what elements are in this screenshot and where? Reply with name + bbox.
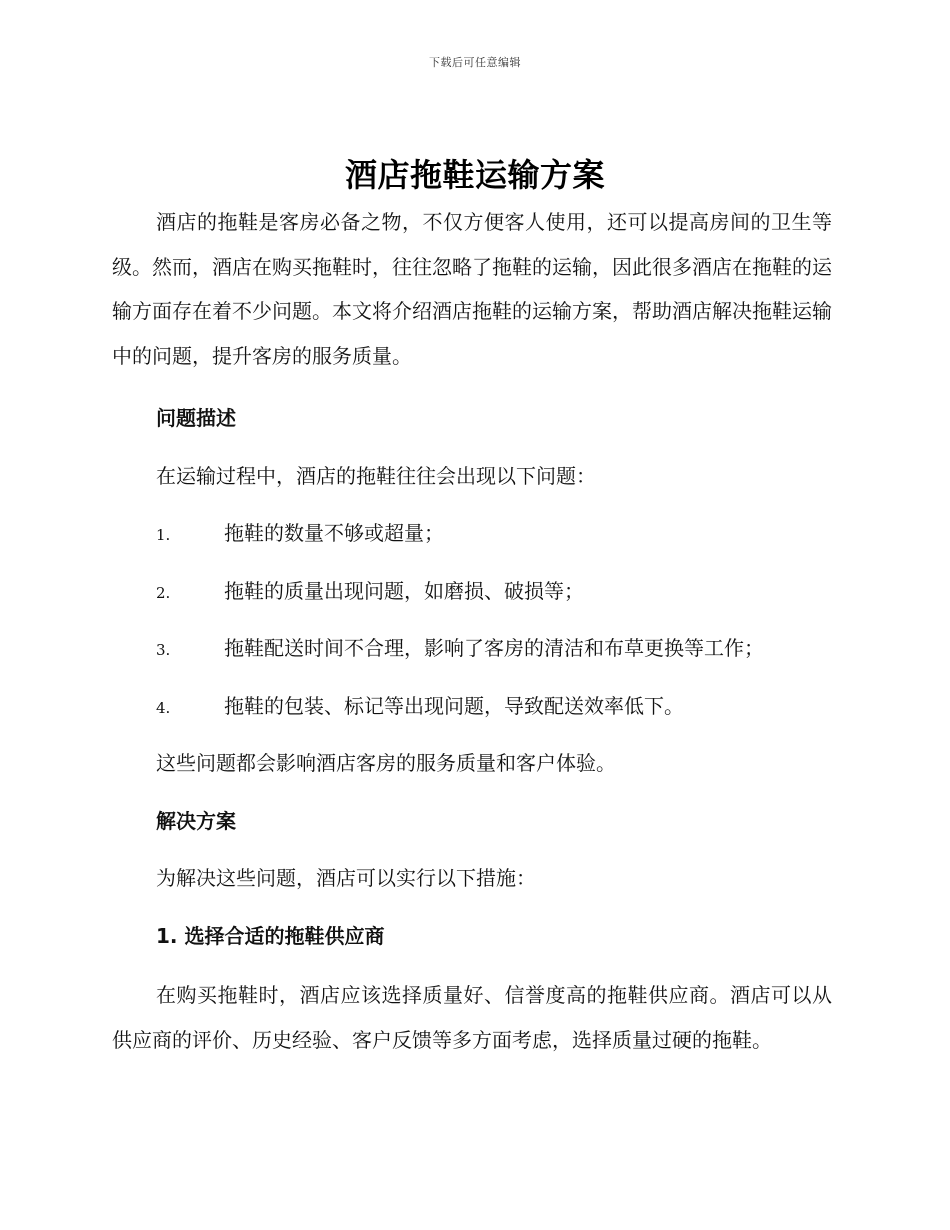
list-text: 拖鞋配送时间不合理，影响了客房的清洁和布草更换等工作； — [224, 636, 764, 660]
document-title: 酒店拖鞋运输方案 — [344, 156, 605, 194]
problem-heading: 问题描述 — [156, 406, 236, 430]
list-number: 2. — [156, 583, 171, 602]
list-item — [112, 678, 832, 736]
list-text: 拖鞋的数量不够或超量； — [224, 521, 444, 545]
list-item — [112, 563, 832, 621]
list-text: 拖鞋的质量出现问题，如磨损、破损等； — [224, 578, 584, 603]
solution-subheading-1: 1. 选择合适的拖鞋供应商 — [156, 923, 385, 948]
intro-paragraph: 酒店的拖鞋是客房必备之物，不仅方便客人使用，还可以提高房间的卫生等级。然而，酒店在购买拖鞋时，往往忽略了拖鞋的运输，因此很多酒店在拖鞋的运输方面存在着不少问题。本文将介绍酒店拖鞋的运输方案，帮助酒店解决拖鞋运输中的问题，提升客房的服务质量。 — [112, 210, 832, 368]
solution-lead: 为解决这些问题，酒店可以实行以下措施： — [156, 866, 536, 890]
list-number: 1. — [156, 526, 171, 544]
list-text: 拖鞋的包装、标记等出现问题，导致配送效率低下。 — [224, 693, 684, 718]
solution-heading: 解决方案 — [156, 808, 236, 833]
list-number: 4. — [156, 698, 171, 717]
problem-conclusion: 这些问题都会影响酒店客房的服务质量和客户体验。 — [156, 751, 616, 775]
document-body — [112, 200, 832, 1062]
list-number: 3. — [156, 641, 171, 659]
problem-lead: 在运输过程中，酒店的拖鞋往往会出现以下问题： — [156, 463, 596, 488]
header-note: 下载后可任意编辑 — [429, 56, 521, 69]
solution-paragraph-1: 在购买拖鞋时，酒店应该选择质量好、信誉度高的拖鞋供应商。酒店可以从供应商的评价、历史经验、客户反馈等多方面考虑，选择质量过硬的拖鞋。 — [112, 983, 832, 1052]
list-item — [112, 620, 832, 678]
list-item — [112, 505, 832, 563]
